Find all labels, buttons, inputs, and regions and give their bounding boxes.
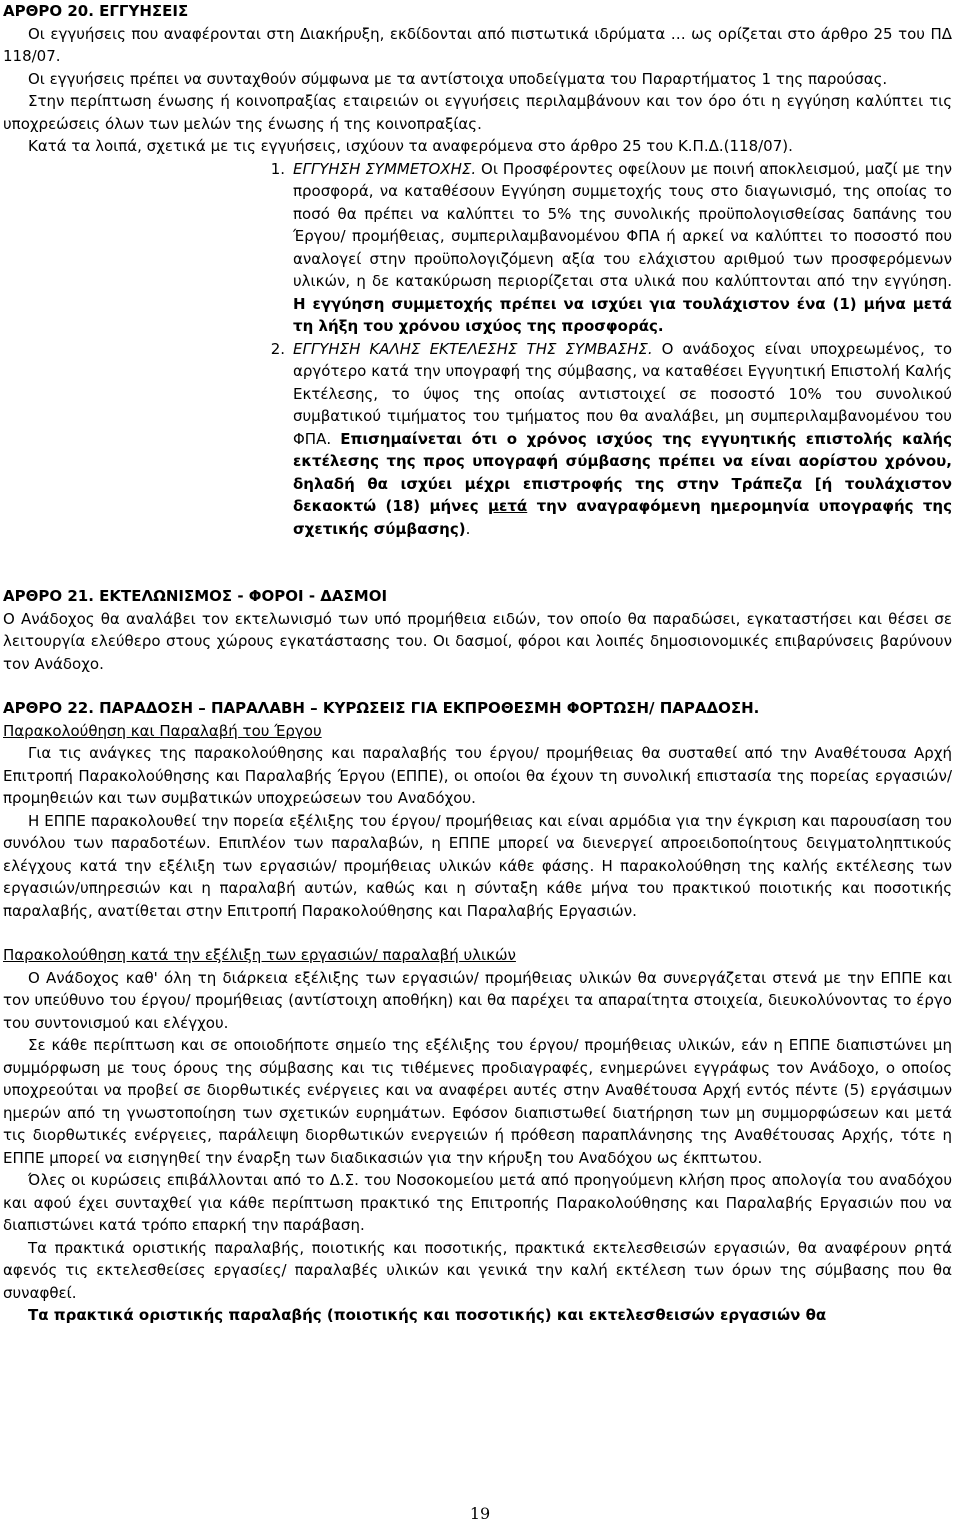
item-number: 2. — [270, 339, 285, 358]
subheading-monitoring-acceptance: Παρακολούθηση και Παραλαβή του Έργου — [3, 721, 322, 740]
item-body: Οι Προσφέροντες οφείλουν με ποινή αποκλεισμού, μαζί με την προσφορά, να καταθέσουν Εγγύηση συμμετοχής τους στο διαγωνισμό, της οποίας το ποσό θα πρέπει να καλύπτει το 5% της συνολικής προϋπολογισθείσας δαπάνης του Έργου/ προμήθειας, συμπεριλαμβανομένου ΦΠΑ ή αρκεί να καλύπτει το ποσοστό που αναλογεί στην προϋπολογιζόμενη αξία του ελάχιστου αριθμού των προσφερόμενων υλικών, η δε κατακύρωση περιορίζεται στα υλικά που καλύπτονται από την εγγύηση. — [293, 159, 952, 290]
item-body: Ο ανάδοχος είναι υποχρεωμένος, το αργότερο κατά την υπογραφή της σύμβασης, να καταθέσει Εγγυητική Επιστολή Καλής Εκτέλεσης, το ύψος της οποίας αντιστοιχεί σε ποσοστό 10% του συνολικού συμβατικού τιμήματος του τμήματος που θα αναλάβει, μη συμπεριλαμβανομένου του ΦΠΑ. — [293, 339, 953, 448]
guarantee-item-good-execution — [3, 338, 952, 541]
article-22-paragraph-3: Ο Ανάδοχος καθ' όλη τη διάρκεια εξέλιξης των εργασιών/ προμήθειας υλικών θα συνεργάζεται στενά με την ΕΠΠΕ και τον υπεύθυνο του έργου/ προμήθειας (αντίστοιχη αποθήκη) και θα παρέχει τα απαραίτητα στοιχεία, διευκολύνοντας το έργο του συντονισμού και ελέγχου. — [3, 968, 952, 1032]
article-20-paragraph-1: Οι εγγυήσεις που αναφέρονται στη Διακήρυξη, εκδίδονται από πιστωτικά ιδρύματα … ως ορίζεται στο άρθρο 25 του ΠΔ 118/07. — [3, 24, 952, 65]
item-title: ΕΓΓΥΗΣΗ ΣΥΜΜΕΤΟΧΗΣ. — [293, 159, 477, 178]
article-22-paragraph-4: Σε κάθε περίπτωση και σε οποιοδήποτε σημείο της εξέλιξης του έργου/ προμήθειας υλικών, εάν η ΕΠΠΕ διαπιστώνει μη συμμόρφωση με τους όρους της σύμβασης και τις τιθέμενες προδιαγραφές, ενημερώνει εγγράφως τον Ανάδοχο, ο οποίος υποχρεούται να προβεί σε διορθωτικές ενέργειες και να αναφέρει αυτές στην Αναθέτουσα Αρχή εντός πέντε (5) εργάσιμων ημερών από τη γνωστοποίηση των σχετικών ευρημάτων. Εφόσον διαπιστωθεί διατήρηση των μη συμμορφώσεων και μετά τις διορθωτικές ενέργειες, παράλειψη διορθωτικών ενεργειών ή πρόθεση παραπλάνησης της Αναθέτουσας Αρχής, τότε η ΕΠΠΕ μπορεί να εισηγηθεί την έναρξη των διαδικασιών για την κήρυξη του Αναδόχου ως έκπτωτου. — [3, 1036, 952, 1167]
article-22-paragraph-2: Η ΕΠΠΕ παρακολουθεί την πορεία εξέλιξης του έργου/ προμήθειας και είναι αρμόδια για την έγκριση και παρουσίαση του συνόλου των παραδοτέων. Επιπλέον των παραλαβών, η ΕΠΠΕ μπορεί να διενεργεί απροειδοποίητους δειγματοληπτικούς ελέγχους κατά την εξέλιξη των εργασιών/ προμήθειας υλικών κάθε φάσης. Η παρακολούθηση της καλής εκτέλεσης των εργασιών/υπηρεσιών και η παραλαβή αυτών, καθώς και η σύνταξη κάθε μήνα του πρακτικού ποιοτικής και ποσοτικής παραλαβής, ανατίθεται στην Επιτροπή Παρακολούθησης και Παραλαβής Εργασιών. — [3, 811, 952, 920]
item-title: ΕΓΓΥΗΣΗ ΚΑΛΗΣ ΕΚΤΕΛΕΣΗΣ ΤΗΣ ΣΥΜΒΑΣΗΣ. — [293, 339, 653, 358]
article-20-paragraph-3: Στην περίπτωση ένωσης ή κοινοπραξίας εταιρειών οι εγγυήσεις περιλαμβάνουν και τον όρο ότι η εγγύηση καλύπτει τις υποχρεώσεις όλων των μελών της ένωσης ή της κοινοπραξίας. — [3, 92, 952, 133]
article-22-paragraph-1: Για τις ανάγκες της παρακολούθησης και παραλαβής του έργου/ προμήθειας θα συσταθεί από την Αναθέτουσα Αρχή Επιτροπή Παρακολούθησης και Παραλαβής Έργου (ΕΠΠΕ), οι οποίοι θα έχουν τη συνολική επιστασία της πορείας εργασιών/ προμηθειών και των συμβατικών υποχρεώσεων του Αναδόχου. — [3, 744, 952, 807]
page-number: 19 — [469, 1504, 491, 1523]
subheading-monitoring-progress: Παρακολούθηση κατά την εξέλιξη των εργασιών/ παραλαβή υλικών — [3, 946, 516, 964]
item-tail: . — [465, 519, 471, 538]
article-20-paragraph-2: Οι εγγυήσεις πρέπει να συνταχθούν σύμφωνα με τα αντίστοιχα υποδείγματα του Παραρτήματος 1 της παρούσας. — [28, 69, 888, 88]
item-number: 1. — [270, 159, 285, 178]
article-20-paragraph-4: Κατά τα λοιπά, σχετικά με τις εγγυήσεις, ισχύουν τα αναφερόμενα στο άρθρο 25 του Κ.Π.Δ.(118/07). — [28, 137, 793, 155]
item-bold-underlined: μετά — [487, 497, 528, 515]
item-text — [293, 158, 952, 338]
article-21-heading: ΑΡΘΡΟ 21. ΕΚΤΕΛΩΝΙΣΜΟΣ - ΦΟΡΟΙ - ΔΑΣΜΟΙ — [3, 587, 388, 605]
article-22-heading: ΑΡΘΡΟ 22. ΠΑΡΑΔΟΣΗ – ΠΑΡΑΛΑΒΗ – ΚΥΡΩΣΕΙΣ ΓΙΑ ΕΚΠΡΟΘΕΣΜΗ ΦΟΡΤΩΣΗ/ ΠΑΡΑΔΟΣΗ. — [3, 699, 760, 717]
article-22-paragraph-5: Όλες οι κυρώσεις επιβάλλονται από το Δ.Σ. του Νοσοκομείου μετά από προηγούμενη κλήση προς απολογία του αναδόχου και αφού έχει συνταχθεί για κάθε περίπτωση πρακτικό της Επιτροπής Παρακολούθησης και Παραλαβής Εργασιών που να διαπιστώνει κατά τρόπο επαρκή την παράβαση. — [3, 1171, 952, 1234]
guarantee-item-participation — [3, 158, 952, 338]
item-bold-note: Επισημαίνεται ότι ο χρόνος ισχύος της εγγυητικής επιστολής καλής εκτέλεσης της προς υπογραφή σύμβασης πρέπει να είναι αορίστου χρόνου, δηλαδή θα ισχύει μέχρι επιστροφής της στην Τράπεζα [ή τουλάχιστον δεκαοκτώ (18) μήνες — [293, 429, 952, 515]
item-bold-note-end: την αναγραφόμενη ημερομηνία υπογραφής της σχετικής σύμβασης) — [293, 497, 952, 538]
article-22-paragraph-7: Τα πρακτικά οριστικής παραλαβής (ποιοτικής και ποσοτικής) και εκτελεσθεισών εργασιών θα — [28, 1306, 827, 1324]
article-20-heading: ΑΡΘΡΟ 20. ΕΓΓΥΗΣΕΙΣ — [3, 2, 189, 20]
article-21-paragraph: Ο Ανάδοχος θα αναλάβει τον εκτελωνισμό των υπό προμήθεια ειδών, τον οποίο θα παραδώσει, εγκαταστήσει και θέσει σε λειτουργία ελεύθερο στους χώρους εγκατάστασης του. Οι δασμοί, φόροι και λοιπές δημοσιονομικές επιβαρύνσεις βαρύνουν τον Ανάδοχο. — [3, 609, 952, 673]
item-text — [293, 338, 952, 541]
article-22-paragraph-6: Τα πρακτικά οριστικής παραλαβής, ποιοτικής και ποσοτικής, πρακτικά εκτελεσθεισών εργασιών, θα αναφέρουν ρητά αφενός τις εκτελεσθείσες εργασίες/ παραλαβές υλικών και γενικά την καλή εκτέλεση των όρων της σύμβασης που θα συναφθεί. — [3, 1238, 952, 1302]
item-bold-note: Η εγγύηση συμμετοχής πρέπει να ισχύει για τουλάχιστον ένα (1) μήνα μετά τη λήξη του χρόνου ισχύος της προσφοράς. — [293, 294, 952, 335]
